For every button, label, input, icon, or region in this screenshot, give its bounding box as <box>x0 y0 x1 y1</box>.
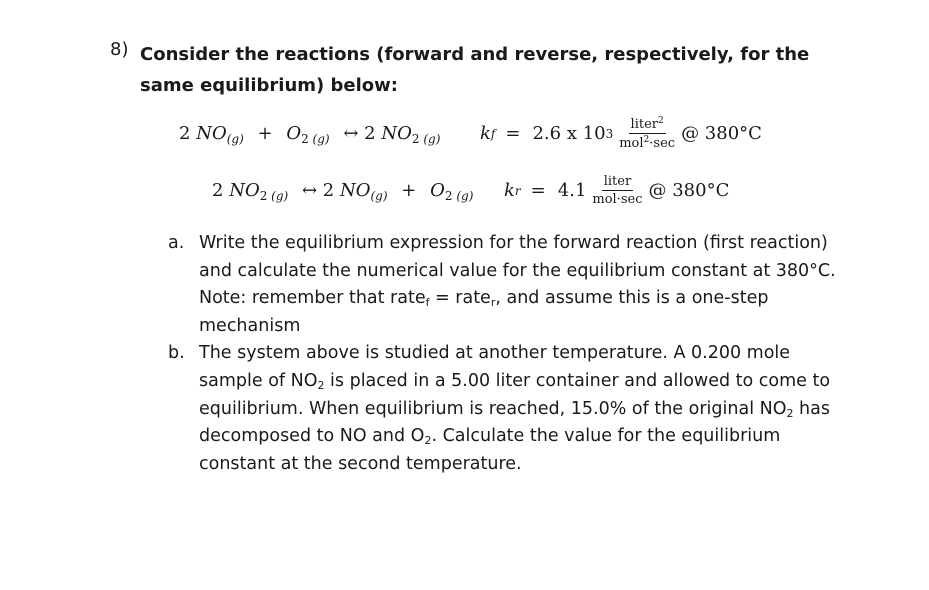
reverse-units-fraction <box>592 174 642 207</box>
reverse-coef-1: 2 <box>212 180 224 201</box>
reverse-state-3: (g) <box>456 189 474 203</box>
reverse-condition: @ 380°C <box>648 180 730 201</box>
reverse-unit-denominator: mol·sec <box>592 192 643 207</box>
reverse-k-subscript: r <box>514 183 521 198</box>
forward-condition: @ 380°C <box>681 123 762 144</box>
forward-k-subscript: f <box>490 126 496 141</box>
forward-reaction-equation <box>179 123 440 146</box>
reverse-subscript-3: 2 <box>444 189 453 203</box>
forward-subscript-2: 2 <box>301 132 309 146</box>
reverse-unit-numerator: liter <box>603 174 632 189</box>
reverse-state-2: (g) <box>370 189 388 203</box>
reverse-species-2: NO <box>339 180 371 201</box>
part-b-text: The system above is studied at another temperature. A 0.200 mole sample of $NO_2$ is placed in a 5.00 liter container and allowed to come to equilibrium. When equilibrium is reached, 15.0% of the original $NO_2$ has decomposed to NO and $O_2$. Calculate the value for the equilibrium constant at the second temperature. <box>199 343 831 474</box>
forward-species-1: NO <box>196 123 227 144</box>
forward-arrow: ↔ <box>343 123 359 144</box>
reverse-arrow: ↔ <box>301 180 318 201</box>
reverse-reaction-equation <box>212 180 473 203</box>
forward-rate-constant <box>480 116 762 151</box>
forward-coef-3: 2 <box>364 123 376 144</box>
forward-k-exponent: 3 <box>605 126 614 141</box>
forward-coef-1: 2 <box>179 123 191 144</box>
part-a <box>168 230 838 340</box>
part-a-text: Write the equilibrium expression for the forward reaction (first reaction) and calculate the numerical value for the equilibrium constant at 380°C. Note: remember that rate$_f$ = rate$_r$, and assume this is a one-step mechanism <box>199 233 836 336</box>
forward-state-3: (g) <box>423 132 441 146</box>
forward-species-2: O <box>286 123 302 144</box>
reverse-k-value: 4.1 <box>557 180 587 201</box>
forward-species-3: NO <box>381 123 412 144</box>
sub-questions <box>168 230 838 478</box>
reverse-species-3: O <box>430 180 445 201</box>
forward-units-fraction <box>619 116 675 151</box>
forward-unit-numerator-exp: 2 <box>658 116 664 126</box>
question-number: 8) <box>110 39 129 60</box>
forward-subscript-3: 2 <box>411 132 420 146</box>
part-b-letter: b. <box>168 343 185 364</box>
reverse-plus: + <box>401 180 417 201</box>
forward-equals: = <box>505 123 521 144</box>
forward-unit-denominator-tail: ·sec <box>649 136 676 151</box>
forward-state-2: (g) <box>312 132 330 146</box>
reverse-coef-2: 2 <box>322 180 335 201</box>
forward-state-1: (g) <box>226 132 244 146</box>
reverse-subscript-1: 2 <box>259 189 268 203</box>
reverse-k-symbol: k <box>504 180 515 201</box>
reverse-species-1: NO <box>229 180 260 201</box>
forward-unit-denominator: mol <box>619 136 644 151</box>
forward-k-value: 2.6 x 10 <box>532 123 606 144</box>
reverse-equals: = <box>530 180 546 201</box>
part-a-letter: a. <box>168 233 185 253</box>
forward-unit-denominator-exp: 2 <box>643 135 650 145</box>
forward-k-symbol: k <box>480 123 491 144</box>
part-b <box>168 340 838 478</box>
reverse-rate-constant <box>504 174 729 207</box>
forward-unit-numerator: liter <box>630 117 658 132</box>
reverse-state-1: (g) <box>271 189 289 203</box>
forward-plus: + <box>257 123 273 144</box>
question-heading: Consider the reactions (forward and reverse, respectively, for the same equilibrium) below: <box>140 44 810 96</box>
